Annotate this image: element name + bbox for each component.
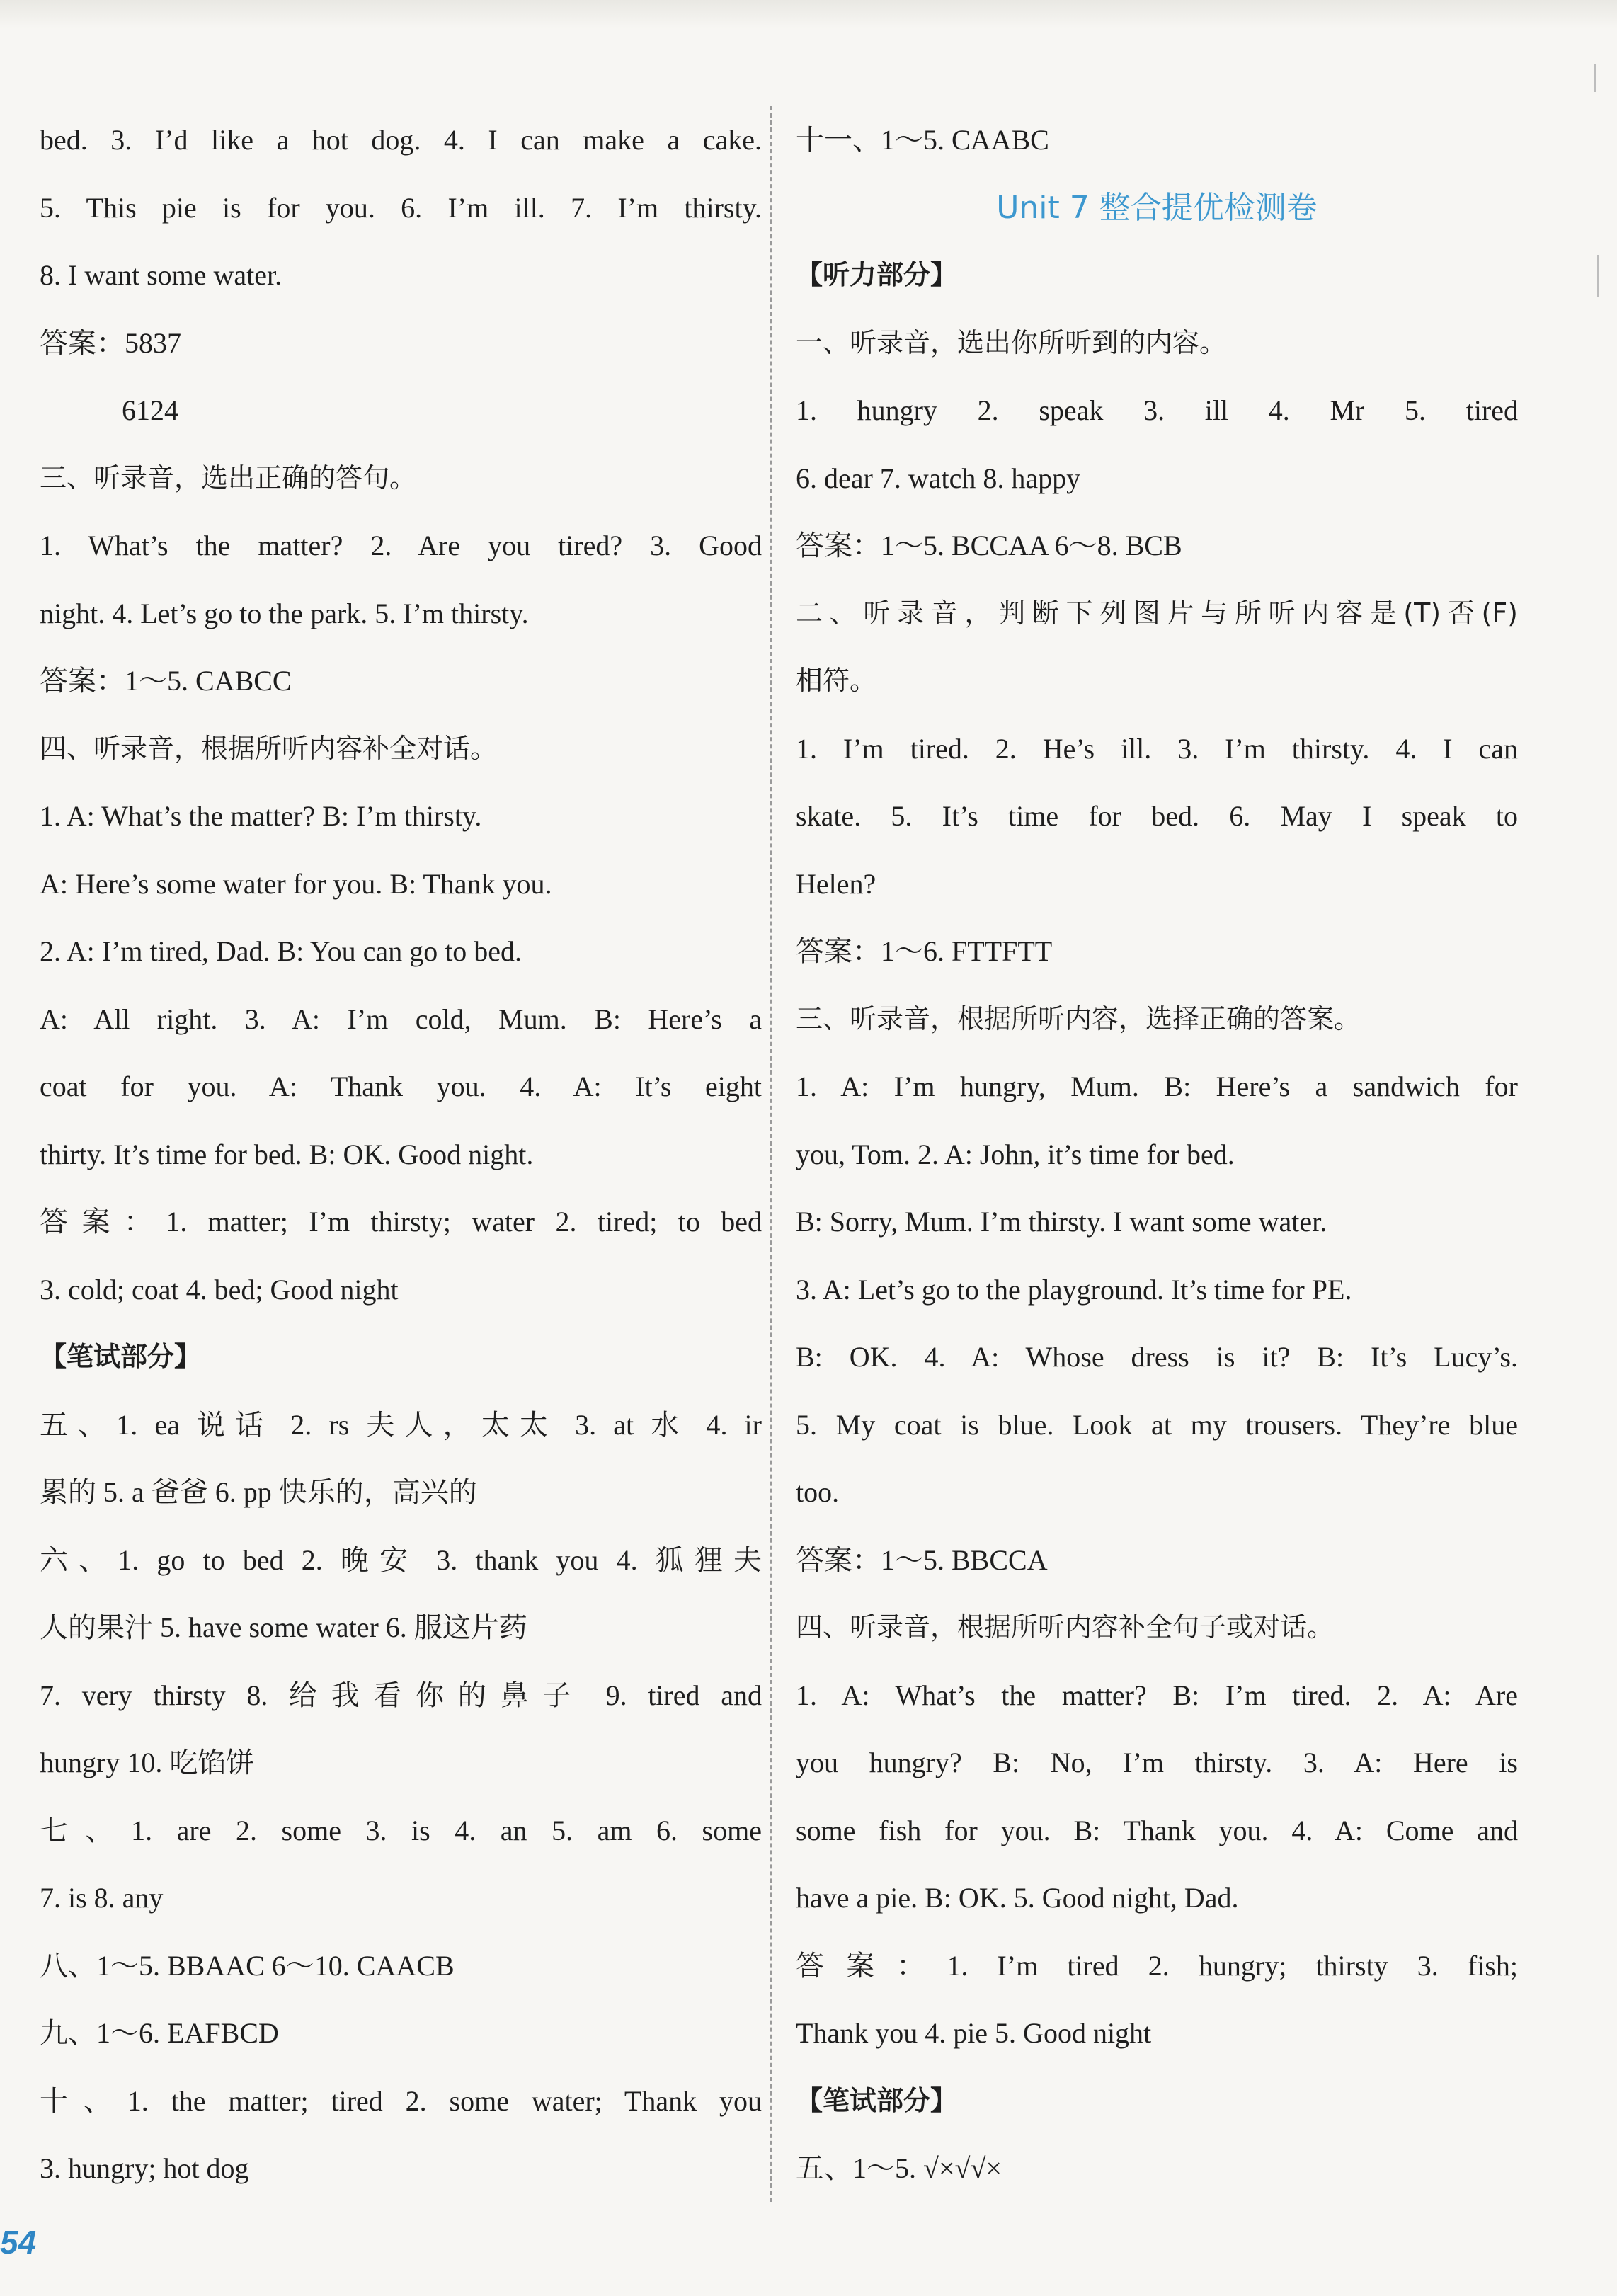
text-line: 1. What’s the matter? 2. Are you tired? 3. Good [40,530,762,561]
answer-line: 九、1～6. EAFBCD [40,2017,279,2049]
right-column [796,106,1518,2203]
text-line: bed. 3. I’d like a hot dog. 4. I can make a cake. [40,124,762,156]
answer-line: 7. very thirsty 8. 给我看你的鼻子 9. tired and [40,1679,762,1711]
answer-line: 答案：1～5. BCCAA 6～8. BCB [796,530,1182,561]
answer-line: 答案：1～6. FTTFTT [796,935,1053,967]
answer-line: 7. is 8. any [40,1882,164,1914]
answer-line: hungry 10. 吃馅饼 [40,1747,255,1778]
answer-line: 七、1. are 2. some 3. is 4. an 5. am 6. some [40,1814,762,1846]
answer-line: 6124 [122,394,178,426]
scan-edge-mark [1594,64,1596,92]
section-heading: 三、听录音，选出正确的答句。 [40,462,417,493]
answer-line: 人的果汁 5. have some water 6. 服这片药 [40,1611,527,1643]
answer-line: 十一、1～5. CAABC [796,124,1049,156]
text-line: 8. I want some water. [40,259,282,291]
text-line: 1. A: What’s the matter? B: I’m thirsty. [40,800,482,832]
part-heading: 【笔试部分】 [40,1341,202,1372]
part-heading: 【笔试部分】 [796,2084,958,2116]
text-line: too. [796,1476,840,1508]
text-line: you hungry? B: No, I’m thirsty. 3. A: Here is [796,1747,1518,1778]
text-line: you, Tom. 2. A: John, it’s time for bed. [796,1138,1235,1170]
section-heading: 四、听录音，根据所听内容补全对话。 [40,732,498,764]
answer-line: 五、1. ea 说话 2. rs 夫人，太太 3. at 水 4. ir [40,1408,762,1441]
section-heading: 四、听录音，根据所听内容补全句子或对话。 [796,1611,1335,1643]
text-line: some fish for you. B: Thank you. 4. A: Come and [796,1814,1518,1846]
section-heading: 三、听录音，根据所听内容，选择正确的答案。 [796,1003,1361,1034]
scan-top-edge [0,0,1617,28]
answer-line: 答案：1. matter; I’m thirsty; water 2. tired; to bed [40,1206,762,1238]
page-number: 54 [0,2224,37,2261]
text-line: 1. I’m tired. 2. He’s ill. 3. I’m thirsty. 4. I can [796,732,1518,765]
unit-title: Unit 7 整合提优检测卷 [996,189,1318,226]
answer-line: 累的 5. a 爸爸 6. pp 快乐的，高兴的 [40,1476,477,1508]
answer-line: 八、1～5. BBAAC 6～10. CAACB [40,1949,455,1982]
text-line: night. 4. Let’s go to the park. 5. I’m thirsty. [40,597,529,629]
answer-line: 六、1. go to bed 2. 晚安 3. thank you 4. 狐狸夫 [40,1543,762,1576]
text-line: skate. 5. It’s time for bed. 6. May I speak to [796,800,1518,832]
text-line: 1. hungry 2. speak 3. ill 4. Mr 5. tired [796,394,1518,426]
text-line: have a pie. B: OK. 5. Good night, Dad. [796,1882,1239,1914]
answer-line: 答案：1. I’m tired 2. hungry; thirsty 3. fish; [796,1949,1518,1982]
text-line: A: Here’s some water for you. B: Thank you. [40,867,552,900]
answer-line: 五、1～5. √×√√× [796,2152,1002,2184]
section-heading: 一、听录音，选出你所听到的内容。 [796,326,1227,358]
text-line: A: All right. 3. A: I’m cold, Mum. B: Here’s a [40,1003,762,1035]
column-divider [770,106,772,2202]
section-heading: 二、听录音，判断下列图片与所听内容是(T)否(F) [796,597,1518,629]
text-line: 6. dear 7. watch 8. happy [796,462,1081,494]
part-heading: 【听力部分】 [796,259,958,290]
text-line: 1. A: I’m hungry, Mum. B: Here’s a sandwich for [796,1070,1518,1102]
text-line: 5. My coat is blue. Look at my trousers. They’re blue [796,1408,1518,1441]
section-heading: 相符。 [796,665,877,696]
answer-line: 答案：5837 [40,326,181,359]
scan-edge-mark [1597,255,1599,297]
text-line: 5. This pie is for you. 6. I’m ill. 7. I’m thirsty. [40,191,762,224]
text-line: thirty. It’s time for bed. B: OK. Good night. [40,1138,534,1170]
answer-line: 答案：1～5. BBCCA [796,1543,1048,1576]
answer-line: Thank you 4. pie 5. Good night [796,2017,1152,2049]
answer-line: 十、1. the matter; tired 2. some water; Thank you [40,2084,762,2117]
text-line: 2. A: I’m tired, Dad. B: You can go to bed. [40,935,522,967]
text-line: 1. A: What’s the matter? B: I’m tired. 2. A: Are [796,1679,1518,1711]
text-line: B: OK. 4. A: Whose dress is it? B: It’s Lucy’s. [796,1341,1518,1373]
text-line: Helen? [796,867,876,900]
answer-line: 答案：1～5. CABCC [40,665,292,697]
left-column [40,106,762,2203]
answer-line: 3. hungry; hot dog [40,2152,249,2184]
text-line: coat for you. A: Thank you. 4. A: It’s eight [40,1070,762,1102]
text-line: 3. A: Let’s go to the playground. It’s time for PE. [796,1273,1352,1306]
text-line: B: Sorry, Mum. I’m thirsty. I want some water. [796,1206,1327,1238]
answer-line: 3. cold; coat 4. bed; Good night [40,1273,399,1306]
